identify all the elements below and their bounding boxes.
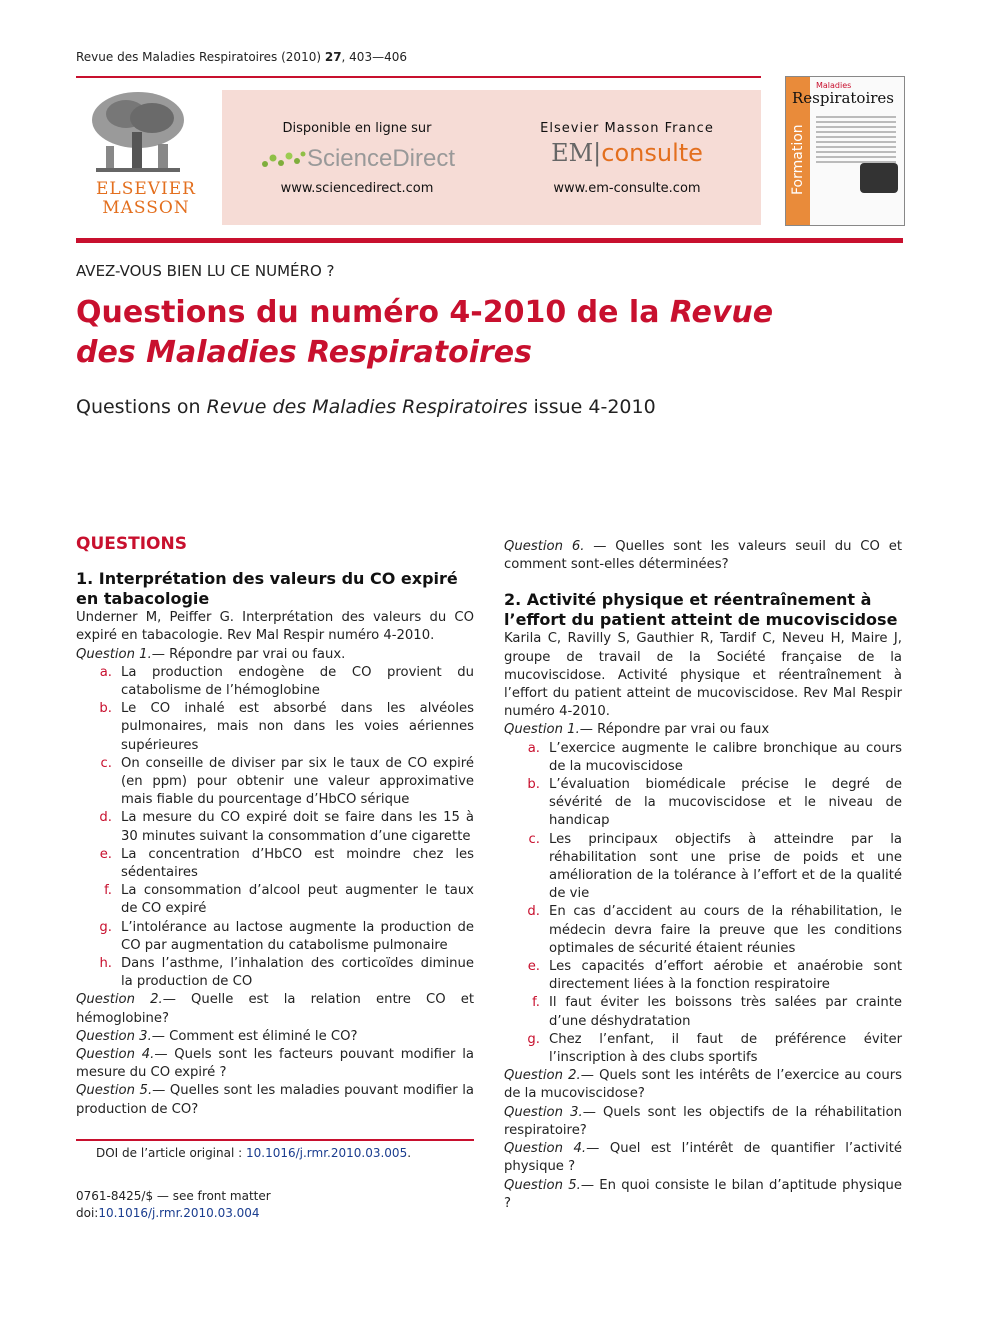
article-doi-link[interactable]: 10.1016/j.rmr.2010.03.004: [98, 1206, 260, 1220]
item-text: Les principaux objectifs à atteindre par la réhabilitation sont une prise de poids et une amélioration de la tolérance à l’effort et de la qualité de vie: [549, 831, 902, 902]
article-1-question-6: Question 6. — Quelles sont les valeurs seuil du CO et comment sont-elles déterminées?: [504, 539, 902, 573]
item-letter: e.: [527, 959, 540, 975]
question-item: [504, 776, 902, 831]
em-consulte-logo[interactable]: EM|consulte: [551, 139, 703, 168]
item-text: L’évaluation biomédicale précise le degré de sévérité de la mucoviscidose et le niveau de handicap: [549, 777, 902, 829]
footnote-rule: [76, 1139, 474, 1141]
xray-image-icon: [860, 163, 898, 193]
item-text: La mesure du CO expiré doit se faire dans les 15 à 30 minutes suivant la consommation d’une cigarette: [121, 810, 474, 844]
journal-cover-thumbnail: [785, 76, 905, 226]
question-item: [76, 919, 474, 955]
cover-pre-title: Maladies: [816, 81, 852, 90]
question: Question 3.— Quels sont les objectifs de la réhabilitation respiratoire?: [504, 1104, 903, 1138]
item-letter: g.: [99, 919, 112, 935]
item-text: On conseille de diviser par six le taux de CO expiré (en ppm) pour obtenir une valeur approximative mais fiable du pourcentage d’HbCO sérique: [121, 755, 474, 808]
sciencedirect-leaves-icon: [259, 146, 307, 172]
question-item: [504, 831, 902, 904]
question: Question 2.— Quelle est la relation entre CO et hémoglobine?: [76, 992, 474, 1026]
masson-wordmark: MASSON: [102, 198, 190, 218]
item-text: L’intolérance au lactose augmente la production de CO par augmentation du catabolisme pulmonaire: [121, 919, 474, 953]
question-item: [504, 958, 902, 994]
question: Question 5.— Quelles sont les maladies pouvant modifier la production de CO?: [76, 1083, 475, 1117]
question-item: [76, 846, 474, 882]
item-text: La concentration d’HbCO est moindre chez les sédentaires: [121, 846, 474, 881]
page-title: Questions du numéro 4-2010 de la Revue des Maladies Respiratoires: [76, 295, 774, 370]
question-item: [504, 740, 902, 776]
item-letter: h.: [99, 956, 112, 972]
article-2-items: [504, 740, 902, 1068]
question-item: [76, 664, 474, 700]
question-item: [504, 1031, 902, 1067]
item-letter: d.: [99, 810, 112, 826]
availability-banner: [222, 90, 761, 225]
article-1-reference: Underner M, Peiffer G. Interprétation des valeurs du CO expiré en tabacologie. Rev Mal Respir numéro 4-2010.: [76, 610, 474, 644]
question-item: [504, 994, 902, 1030]
item-text: Il faut éviter les boissons très salées par crainte d’une déshydratation: [549, 995, 902, 1029]
item-text: Dans l’asthme, l’inhalation des corticoïdes diminue la production de CO: [121, 956, 474, 990]
header-bottom-rule: [76, 238, 903, 243]
original-doi-link[interactable]: 10.1016/j.rmr.2010.03.005: [245, 1146, 408, 1160]
elsevier-masson-logo: [86, 88, 206, 226]
article-1-title: 1. Interprétation des valeurs du CO expiré en tabacologie: [76, 569, 458, 609]
item-text: L’exercice augmente le calibre bronchique au cours de la mucoviscidose: [549, 740, 902, 774]
item-text: La consommation d’alcool peut augmenter le taux de CO expiré: [121, 883, 474, 917]
item-letter: a.: [99, 664, 112, 680]
article-2-question-1: Question 1.— Répondre par vrai ou faux: [504, 722, 770, 738]
question: Question 2.— Quels sont les intérêts de l’exercice au cours de la mucoviscidose?: [504, 1068, 902, 1102]
item-letter: d.: [527, 904, 540, 920]
sciencedirect-url[interactable]: www.sciencedirect.com: [280, 181, 434, 197]
article-2-title: 2. Activité physique et réentraînement à l’effort du patient atteint de mucoviscidose: [504, 590, 898, 630]
tree-icon: [86, 88, 190, 176]
item-text: Les capacités d’effort aérobie et anaérobie sont directement liées à la fonction respiratoire: [549, 959, 902, 993]
question: Question 4.— Quels sont les facteurs pouvant modifier la mesure du CO expiré ?: [76, 1047, 474, 1081]
item-letter: b.: [527, 777, 540, 793]
rubric: AVEZ-VOUS BIEN LU CE NUMÉRO ?: [76, 262, 335, 280]
item-text: La production endogène de CO provient du catabolisme de l’hémoglobine: [121, 664, 474, 699]
question-item: [76, 882, 474, 918]
journal-reference: Revue des Maladies Respiratoires (2010) 27, 403—406: [76, 50, 407, 64]
item-letter: b.: [99, 701, 112, 717]
article-1-questions: [76, 991, 474, 1118]
question: Question 4.— Quel est l’intérêt de quantifier l’activité physique ?: [504, 1141, 902, 1175]
item-letter: c.: [528, 831, 540, 847]
english-title: Questions on Revue des Maladies Respiratoires issue 4-2010: [76, 396, 656, 418]
question-item: [76, 955, 474, 991]
question-item: [76, 809, 474, 845]
item-text: En cas d’accident au cours de la réhabilitation, le médecin devra faire la preuve que les conditions optimales de sécurité étaient réunies: [549, 904, 902, 956]
issn-block: 0761-8425/$ — see front matter doi:10.1016/j.rmr.2010.03.004: [76, 1189, 271, 1220]
article-1-items: [76, 664, 474, 992]
item-letter: g.: [527, 1031, 540, 1047]
question: Question 3.— Comment est éliminé le CO?: [76, 1028, 358, 1044]
em-consulte-url[interactable]: www.em-consulte.com: [553, 181, 701, 197]
footnote: DOI de l’article original : 10.1016/j.rmr.2010.03.005.: [96, 1146, 412, 1160]
right-column: [504, 538, 902, 1213]
item-text: Chez l’enfant, il faut de préférence éviter l’inscription à des clubs sportifs: [549, 1031, 902, 1066]
item-letter: c.: [100, 755, 112, 771]
em-consulte-label: Elsevier Masson France: [540, 121, 714, 136]
sciencedirect-logo[interactable]: ScienceDirect: [242, 144, 472, 174]
cover-side-label: Formation: [790, 124, 806, 195]
article-2-reference: Karila C, Ravilly S, Gauthier R, Tardif C, Neveu H, Maire J, groupe de travail de la Société française de la mucoviscidose. Activité physique et réentraînement à l’effort du patient atteint de mucoviscidose. Rev Mal Respir numéro 4-2010.: [504, 631, 902, 720]
left-column: [76, 535, 474, 1119]
question-item: [504, 903, 902, 958]
item-letter: f.: [104, 883, 112, 899]
question-item: [76, 700, 474, 755]
question-item: [76, 755, 474, 810]
sciencedirect-label: Disponible en ligne sur: [282, 121, 432, 136]
question: Question 5.— En quoi consiste le bilan d’aptitude physique ?: [504, 1177, 902, 1211]
elsevier-wordmark: ELSEVIER: [96, 179, 196, 199]
cover-title: Respiratoires: [792, 89, 894, 107]
section-heading: QUESTIONS: [76, 534, 187, 554]
header-rule: [76, 76, 761, 78]
item-letter: e.: [99, 846, 112, 862]
article-1-question-1: Question 1.— Répondre par vrai ou faux.: [76, 646, 346, 662]
article-2-questions: [504, 1067, 902, 1213]
item-letter: f.: [532, 995, 540, 1011]
item-letter: a.: [527, 740, 540, 756]
item-text: Le CO inhalé est absorbé dans les alvéoles pulmonaires, mais non dans les voies aériennes supérieures: [121, 701, 474, 753]
